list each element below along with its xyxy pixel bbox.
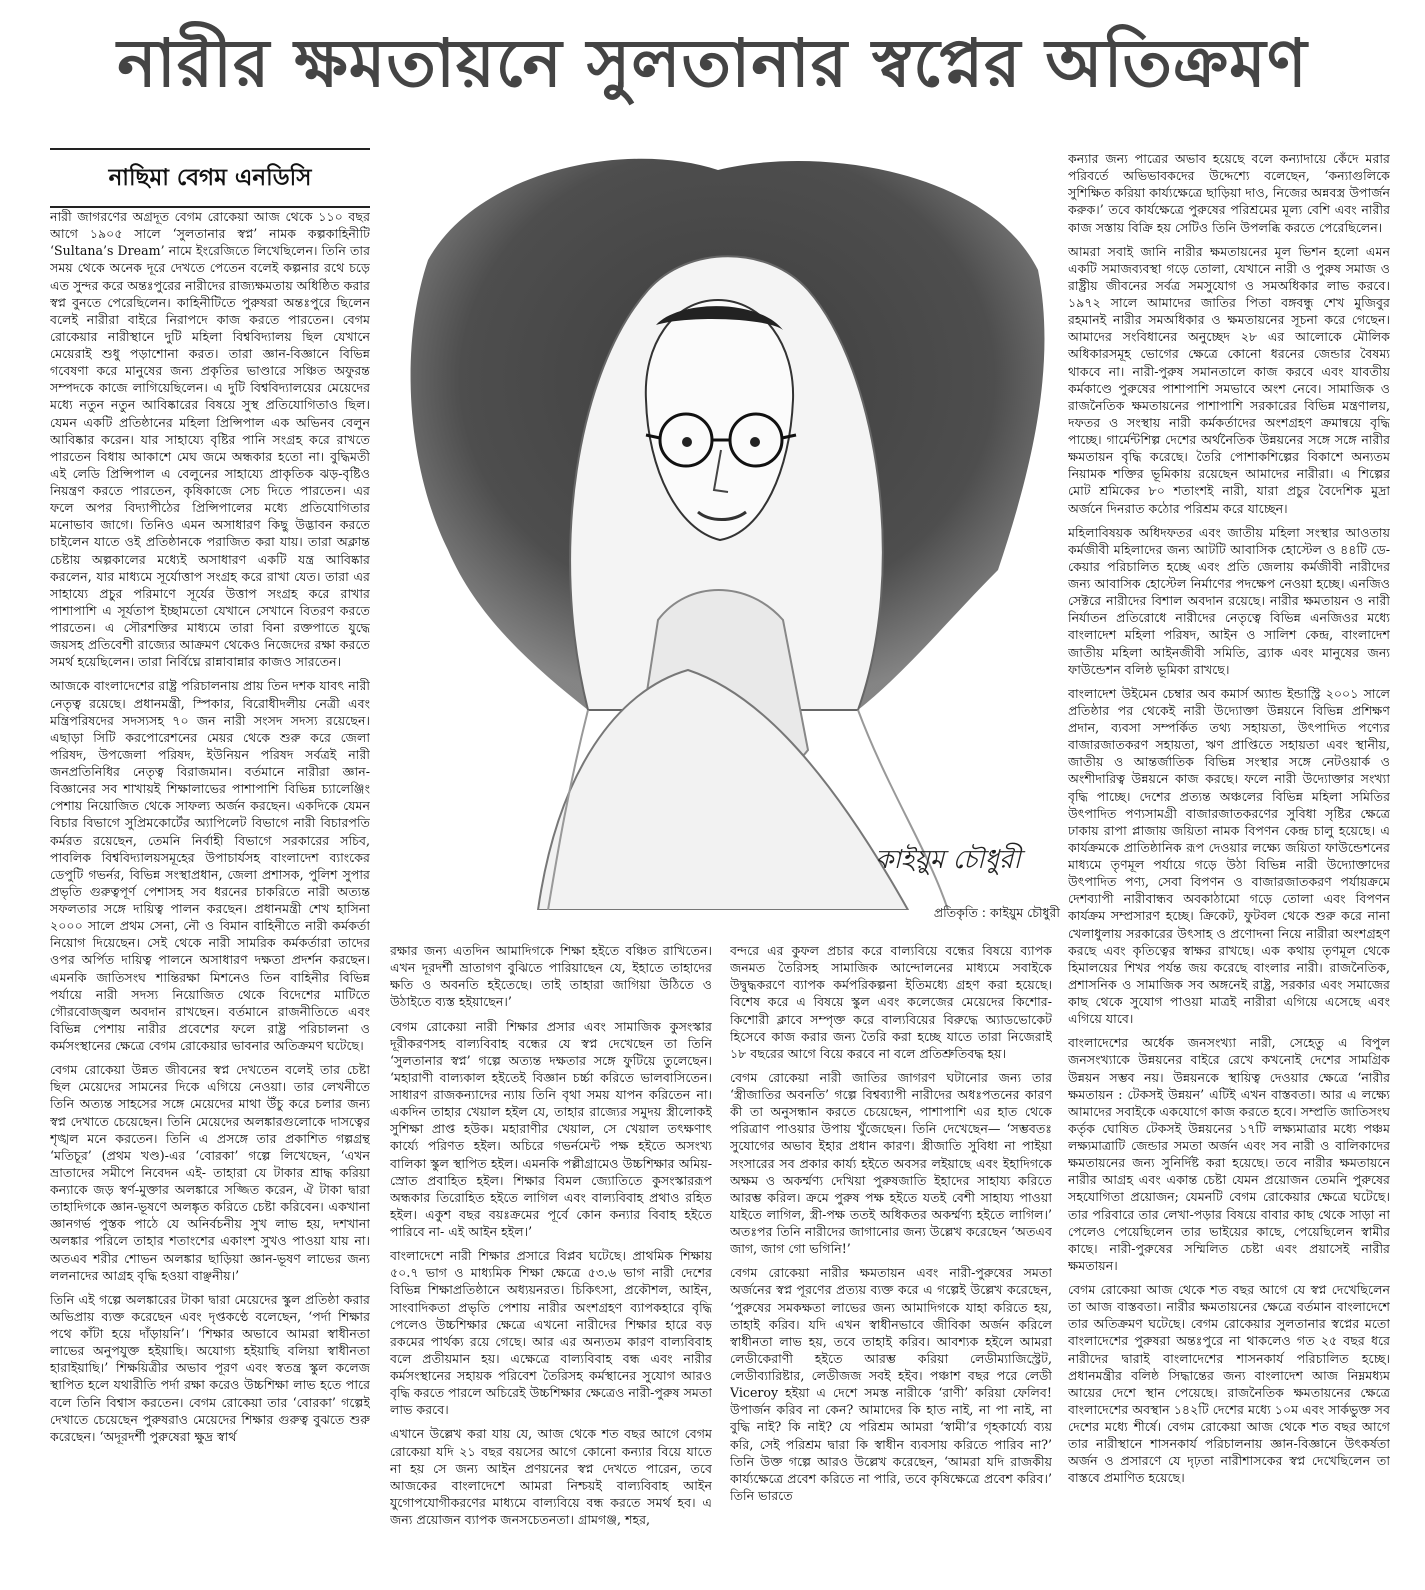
paragraph: বেগম রোকেয়া নারীর ক্ষমতায়ন এবং নারী-পুরুষের সমতা অর্জনের স্বপ্ন পূরণের প্রত্যয় ব্যক্ত করে এ গল্পেই উল্লেখ করেছেন, ‘পুরুষের সমকক্ষতা লাভের জন্য আমাদিগকে যাহা করিতে হয়, তাহাই করিব। যদি এখন স্বাধীনভাবে জীবিকা অর্জন করিলে স্বাধীনতা লাভ হয়, তবে তাহাই করিব। আবশ্যক হইলে আমরা লেডীকেরাণী হইতে আরম্ভ করিয়া লেডীম্যাজিস্ট্রেট, লেডীব্যারিষ্টার, লেডীজজ সবই হইব। পঞ্চাশ বছর পরে লেডী Viceroy হইয়া এ দেশে সমস্ত নারীকে ‘রাণী’ করিয়া ফেলিব! উপার্জন করিব না কেন? আমাদের কি হাত নাই, না পা নাই, না বুদ্ধি নাই? কি নাই? যে পরিশ্রম আমরা ‘স্বামী’র গৃহকার্য্যে ব্যয় করি, সেই পরিশ্রম দ্বারা কি স্বাধীন ব্যবসায় করিতে পারিব না?’ তিনি উক্ত গল্পে আরও উল্লেখ করেছেন, ‘আমরা যদি রাজকীয় কার্য্যক্ষেত্রে প্রবেশ করিতে না পারি, তবে কৃষিক্ষেত্রে প্রবেশ করিব।’ তিনি ভারতে — [730, 1265, 1052, 1503]
paragraph: তিনি এই গল্পে অলঙ্কারের টাকা দ্বারা মেয়েদের স্কুল প্রতিষ্ঠা করার অভিপ্রায় ব্যক্ত করেছেন এবং দৃপ্তকণ্ঠে বলেছেন, ‘পর্দা শিক্ষার পথে কাঁটা হয়ে দাঁড়ায়নি’। ‘শিক্ষার অভাবে আমরা স্বাধীনতা লাভের অনুপযুক্ত হইয়াছি। অযোগ্য হইয়াছি বলিয়া স্বাধীনতা হারাইয়াছি।’ শিক্ষয়িত্রীর অভাব পূরণ এবং স্বতন্ত্র স্কুল কলেজ স্থাপিত হলে যথারীতি পর্দা রক্ষা করেও উচ্চশিক্ষা লাভ হতে পারে বলে তিনি বিশ্বাস করতেন। বেগম রোকেয়া তার ‘বোরকা’ গল্পেই দেখাতে চেয়েছেন পুরুষরাও মেয়েদের শিক্ষার গুরুত্ব বুঝতে শুরু করেছেন। ‘অদূরদর্শী পুরুষেরা ক্ষুদ্র স্বার্থ — [50, 1291, 370, 1444]
column-3 — [730, 942, 1052, 1582]
paragraph: কন্যার জন্য পাত্রের অভাব হয়েছে বলে কন্যাদায়ে কেঁদে মরার পরিবর্তে অভিভাবকদের উদ্দেশ্যে বলেছেন, ‘কন্যাগুলিকে সুশিক্ষিত করিয়া কার্য্যক্ষেত্রে ছাড়িয়া দাও, নিজের অন্নবস্ত্র উপার্জন করুক।’ তবে কার্যক্ষেত্রে পুরুষের পরিশ্রমের মূল্য বেশি এবং নারীর কাজ সস্তায় বিক্রি হয় সেটিও তিনি উপলব্ধি করতে পেরেছিলেন। — [1068, 151, 1390, 235]
paragraph: নারী জাগরণের অগ্রদূত বেগম রোকেয়া আজ থেকে ১১০ বছর আগে ১৯০৫ সালে ‘সুলতানার স্বপ্ন’ নামক কল্পকাহিনীটি ‘Sultana’s Dream’ নামে ইংরেজিতে লিখেছিলেন। তিনি তার সময় থেকে অনেক দূরে দেখতে পেতেন বলেই কল্পনার রথে চড়ে এত সুন্দর করে অন্তঃপুরের নারীদের রাজ্যক্ষমতায় অধিষ্ঠিত করার স্বপ্ন বুনতে পেরেছিলেন। কাহিনীটিতে পুরুষরা অন্তঃপুরে ছিলেন বলেই নারীরা বাইরে নিরাপদে কাজ করতে পারতেন। বেগম রোকেয়ার নারীস্থানে দুটি মহিলা বিশ্ববিদ্যালয় ছিল যেখানে মেয়েরাই শুধু পড়াশোনা করত। তারা জ্ঞান-বিজ্ঞানে বিভিন্ন গবেষণা করে মানুষের জন্য প্রকৃতির ভাণ্ডারে সঞ্চিত অফুরন্ত সম্পদকে কাজে লাগিয়েছিলেন। এ দুটি বিশ্ববিদ্যালয়ের মেয়েদের মধ্যে নতুন নতুন আবিষ্কারের বিষয়ে সুস্থ প্রতিযোগিতাও ছিল। যেমন একটি প্রতিষ্ঠানের মহিলা প্রিন্সিপাল এক অভিনব বেলুন আবিষ্কার করেন। যার সাহায্যে বৃষ্টির পানি সংগ্রহ করে রাখতে পারতেন বিধায় আকাশে মেঘ জমে অন্ধকার হতো না। বুদ্ধিমতী এই লেডি প্রিন্সিপাল এ বেলুনের সাহায্যে প্রাকৃতিক ঝড়-বৃষ্টিও নিয়ন্ত্রণ করতে পারতেন, কৃষিকাজে সেচ দিতে পারতেন। এর ফলে অপর বিদ্যাপীঠের প্রিন্সিপালের মধ্যে প্রতিযোগিতার মনোভাব জাগে। তিনিও এমন অসাধারণ কিছু উদ্ভাবন করতে চাইলেন যাতে ওই প্রতিষ্ঠানকে পরাজিত করা যায়। তারা অক্লান্ত চেষ্টায় অল্পকালের মধ্যেই অসাধারণ একটি যন্ত্র আবিষ্কার করলেন, যার মাধ্যমে সূর্যোত্তাপ সংগ্রহ করে রাখা যেত। তারা এর সাহায্যে প্রচুর পরিমাণে সূর্যের উত্তাপ সংগ্রহ করে রাখার পাশাপাশি এ সূর্যতাপ ইচ্ছামতো যেখানে সেখানে বিতরণ করতে পারতেন। এ সৌরশক্তির মাধ্যমে তারা বিনা রক্তপাতে যুদ্ধে জয়সহ প্রতিবেশী রাজ্যের আক্রমণ থেকেও নিজেদের রক্ষা করতে সমর্থ হয়েছিলেন। তারা নির্বিঘ্নে রান্নাবান্নার কাজও সারতেন। — [50, 209, 370, 670]
paragraph: বেগম রোকেয়া উন্নত জীবনের স্বপ্ন দেখতেন বলেই তার চেষ্টা ছিল মেয়েদের সামনের দিকে এগিয়ে নেওয়া। তার লেখনীতে তিনি অত্যন্ত সাহসের সঙ্গে মেয়েদের মাথা উঁচু করে চলার জন্য স্বপ্ন দেখাতে চেয়েছেন। তিনি মেয়েদের অলঙ্কারগুলোকে দাসত্বের শৃঙ্খল মনে করতেন। তিনি এ প্রসঙ্গে তার প্রকাশিত গল্পগ্রন্থ ‘মতিচূর’ (প্রথম খণ্ড)-এর ‘বোরকা’ গল্পে লিখেছেন, ‘এখন ভ্রাতাদের সমীপে নিবেদন এই- তাহারা যে টাকার শ্রাদ্ধ করিয়া কন্যাকে জড় স্বর্ণ-মুক্তার অলঙ্কারে সজ্জিত করেন, ঐ টাকা দ্বারা তাহাদিগকে জ্ঞান-ভূষণে অলঙ্কৃত করিতে চেষ্টা করিবেন। একখানা জ্ঞানগর্ভ পুস্তক পাঠে যে অনির্বচনীয় সুখ লাভ হয়, দশখানা অলঙ্কার পরিলে তাহার শতাংশের একাংশ সুখও পাওয়া যায় না। অতএব শরীর শোভন অলঙ্কার ছাড়িয়া জ্ঞান-ভূষণ লাভের জন্য ললনাদের আগ্রহ বৃদ্ধি হওয়া বাঞ্ছনীয়।’ — [50, 1062, 370, 1283]
portrait-illustration — [388, 150, 1058, 910]
artist-signature: কাইয়ুম চৌধুরী — [875, 845, 1021, 875]
paragraph: মহিলাবিষয়ক অধিদফতর এবং জাতীয় মহিলা সংস্থার আওতায় কর্মজীবী মহিলাদের জন্য আটটি আবাসিক হোস্টেল ও ৪৪টি ডে-কেয়ার পরিচালিত হচ্ছে এবং প্রতি জেলায় কর্মজীবী নারীদের জন্য আবাসিক হোস্টেল নির্মাণের পদক্ষেপ নেওয়া হচ্ছে। এনজিও সেক্টরে নারীদের বিশাল অবদান রয়েছে। নারীর ক্ষমতায়ন ও নারী নির্যাতন প্রতিরোধে নারীদের নেতৃত্বে বিভিন্ন এনজিওর মধ্যে বাংলাদেশ মহিলা পরিষদ, আইন ও সালিশ কেন্দ্র, বাংলাদেশ জাতীয় মহিলা আইনজীবী সমিতি, ব্র্যাক এবং মানুষের জন্য ফাউন্ডেশন বলিষ্ঠ ভূমিকা রাখছে। — [1068, 524, 1390, 677]
paragraph: রক্ষার জন্য এতদিন আমাদিগকে শিক্ষা হইতে বঞ্চিত রাখিতেন। এখন দূরদর্শী ভ্রাতাগণ বুঝিতে পারিয়াছেন যে, ইহাতে তাহাদের ক্ষতি ও অবনতি হইতেছে। তাই তাহারা জাগিয়া উঠিতে ও উঠাইতে ব্যস্ত হইয়াছেন।’ — [390, 943, 712, 1010]
column-4 — [1068, 150, 1390, 1582]
paragraph: বেগম রোকেয়া নারী জাতির জাগরণ ঘটানোর জন্য তার ‘স্ত্রীজাতির অবনতি’ গল্পে বিশ্বব্যাপী নারীদের অধঃপতনের কারণ কী তা অনুসন্ধান করতে চেয়েছেন, পাশাপাশি এর হাত থেকে পরিত্রাণ পাওয়ার উপায় খুঁজেছেন। তিনি দেখেছেন— ‘সম্ভবতঃ সুযোগের অভাব ইহার প্রধান কারণ। স্ত্রীজাতি সুবিধা না পাইয়া সংসারের সব প্রকার কার্য্য হইতে অবসর লইয়াছে এবং ইহাদিগকে অক্ষম ও অকর্ম্মণ্য দেখিয়া পুরুষজাতি ইহাদের সাহায্য করিতে আরম্ভ করিল। ক্রমে পুরুষ পক্ষ হইতে যতই বেশী সাহায্য পাওয়া যাইতে লাগিল, স্ত্রী-পক্ষ ততই অধিকতর অকর্ম্মণ্য হইতে লাগিল।’ অতঃপর তিনি নারীদের জাগানোর জন্য উল্লেখ করেছেন ‘অতএব জাগ, জাগ গো ভগিনি!’ — [730, 1069, 1052, 1257]
paragraph: বাংলাদেশে নারী শিক্ষার প্রসারে বিপ্লব ঘটেছে। প্রাথমিক শিক্ষায় ৫০.৭ ভাগ ও মাধ্যমিক শিক্ষা ক্ষেত্রে ৫৩.৬ ভাগ নারী দেশের বিভিন্ন শিক্ষাপ্রতিষ্ঠানে অধ্যয়নরত। চিকিৎসা, প্রকৌশল, আইন, সাংবাদিকতা প্রভৃতি পেশায় নারীর অংশগ্রহণ ব্যাপকহারে বৃদ্ধি পেলেও উচ্চশিক্ষার ক্ষেত্রে এখনো নারীদের শিক্ষার হারে বড় রকমের পার্থক্য রয়ে গেছে। আর এর অন্যতম কারণ বাল্যবিবাহ বলে প্রতীয়মান হয়। এক্ষেত্রে বাল্যবিবাহ বন্ধ এবং নারীর কর্মসংস্থানের সহায়ক পরিবেশ তৈরিসহ কর্মস্থানের সুযোগ আরও বৃদ্ধি করতে পারলে অচিরেই উচ্চশিক্ষার ক্ষেত্রেও নারী-পুরুষ সমতা লাভ করবে। — [390, 1248, 712, 1418]
byline: নাছিমা বেগম এনডিসি — [108, 164, 312, 191]
headline: নারীর ক্ষমতায়নে সুলতানার স্বপ্নের অতিক্রমণ — [117, 25, 1308, 102]
paragraph: বাংলাদেশ উইমেন চেম্বার অব কমার্স অ্যান্ড ইন্ডাস্ট্রি ২০০১ সালে প্রতিষ্ঠার পর থেকেই নারী উদ্যোক্তা উন্নয়নে বিভিন্ন প্রশিক্ষণ প্রদান, ব্যবসা সম্পর্কিত তথ্য সহায়তা, উৎপাদিত পণ্যের বাজারজাতকরণ সহায়তা, ঋণ প্রাপ্তিতে সহায়তা এবং স্থানীয়, জাতীয় ও আন্তর্জাতিক বিভিন্ন সংস্থার সঙ্গে নেটওয়ার্ক ও অংশীদারিত্ব উন্নয়নে কাজ করছে। ফলে নারী উদ্যোক্তার সংখ্যা বৃদ্ধি পাচ্ছে। দেশের প্রত্যন্ত অঞ্চলের বিভিন্ন মহিলা সমিতির উৎপাদিত পণ্যসামগ্রী বাজারজাতকরণের সুবিধা সৃষ্টির ক্ষেত্রে ঢাকায় রাপা প্লাজায় জয়িতা নামক বিপণন কেন্দ্র চালু হয়েছে। এ কার্যক্রমকে প্রাতিষ্ঠানিক রূপ দেওয়ার লক্ষ্যে জয়িতা ফাউন্ডেশনের মাধ্যমে তৃণমূল পর্যায়ে গড়ে উঠা বিভিন্ন নারী উদ্যোক্তাদের উৎপাদিত পণ্য, সেবা বিপণন ও বাজারজাতকরণ পর্যায়ক্রমে দেশব্যাপী নারীবান্ধব অবকাঠামো গড়ে তোলা এবং বিপণন কার্যক্রম সম্প্রসারণ হচ্ছে। ক্রিকেট, ফুটবল থেকে শুরু করে নানা খেলাধুলায় সরকারের উৎসাহ ও প্রণোদনা নিয়ে নারীরা অংশগ্রহণ করছে এবং কৃতিত্বের স্বাক্ষর রাখছে। এক কথায় তৃণমূল থেকে হিমালয়ের শিখর পর্যন্ত জয় করেছে বাংলার নারী। রাজনৈতিক, প্রশাসনিক ও সামাজিক সব অঙ্গনেই রাষ্ট্র, সরকার এবং সমাজের কাছ থেকে সুযোগ পাওয়া মাত্রই নারীরা এগিয়ে এসেছে এবং এগিয়ে যাবে। — [1068, 685, 1390, 1027]
paragraph: আজকে বাংলাদেশের রাষ্ট্র পরিচালনায় প্রায় তিন দশক যাবৎ নারী নেতৃত্ব রয়েছে। প্রধানমন্ত্রী, স্পিকার, বিরোধীদলীয় নেত্রী এবং মন্ত্রিপরিষদের সদস্যসহ ৭০ জন নারী সংসদ সদস্য রয়েছেন। এছাড়া সিটি করপোরেশনের মেয়র থেকে শুরু করে জেলা পরিষদ, উপজেলা পরিষদ, ইউনিয়ন পরিষদ সর্বত্রই নারী জনপ্রতিনিধির নেতৃত্ব বিরাজমান। বর্তমানে নারীরা জ্ঞান-বিজ্ঞানের সব শাখায়ই শিক্ষালাভের পাশাপাশি বিভিন্ন চ্যালেঞ্জিং পেশায় নিয়োজিত থেকে সাফল্য অর্জন করছেন। একদিকে যেমন বিচার বিভাগে সুপ্রিমকোর্টের অ্যাপিলেট বিভাগে নারী বিচারপতি কর্মরত রয়েছেন, তেমনি নির্বাহী বিভাগে সরকারের সচিব, পাবলিক বিশ্ববিদ্যালয়সমূহের উপাচার্যসহ বাংলাদেশ ব্যাংকের ডেপুটি গভর্নর, বিভিন্ন সংস্থাপ্রধান, জেলা প্রশাসক, পুলিশ সুপার প্রভৃতি গুরুত্বপূর্ণ পেশাসহ সব ধরনের চাকরিতে নারী অত্যন্ত সফলতার সঙ্গে দায়িত্ব পালন করছেন। প্রধানমন্ত্রী শেখ হাসিনা ২০০০ সালে প্রথম সেনা, নৌ ও বিমান বাহিনীতে নারী কর্মকর্তা নিয়োগ দিয়েছেন। সেই থেকে নারী সামরিক কর্মকর্তারা তাদের ওপর অর্পিত দায়িত্ব পালনে অসাধারণ দক্ষতা প্রদর্শন করছেন। এমনকি জাতিসংঘ শান্তিরক্ষা মিশনেও তিন বাহিনীর বিভিন্ন পর্যায়ে নারী সদস্য নিয়োজিত থেকে বিদেশের মাটিতে গৌরবোজ্জ্বল অবদান রাখছেন। বর্তমানে রাজনীতিতে এবং বিভিন্ন পেশায় নারীর প্রবেশের ফলে রাষ্ট্র পরিচালনা ও কর্মসংস্থানের ক্ষেত্রে বেগম রোকেয়ার ভাবনার অতিক্রমণ ঘটেছে। — [50, 678, 370, 1053]
photo-caption: প্রতিকৃতি : কাইয়ুম চৌধুরী — [933, 905, 1060, 920]
paragraph: বেগম রোকেয়া আজ থেকে শত বছর আগে যে স্বপ্ন দেখেছিলেন তা আজ বাস্তবতা। নারীর ক্ষমতায়নের ক্ষেত্রে বর্তমান বাংলাদেশে তার অতিক্রমণ ঘটেছে। বেগম রোকেয়ার সুলতানার স্বপ্নের মতো বাংলাদেশের পুরুষরা অন্তঃপুরে না থাকলেও গত ২৫ বছর ধরে নারীদের দ্বারাই বাংলাদেশের শাসনকার্য পরিচালিত হচ্ছে। প্রধানমন্ত্রীর বলিষ্ঠ সিদ্ধান্তের জন্য বাংলাদেশ আজ নিম্নমধ্যম আয়ের দেশে স্থান পেয়েছে। রাজনৈতিক ক্ষমতায়নের ক্ষেত্রে বাংলাদেশের অবস্থান ১৪২টি দেশের মধ্যে ১০ম এবং সার্কভুক্ত সব দেশের মধ্যে শীর্ষে। বেগম রোকেয়া আজ থেকে শত বছর আগে তার নারীস্থানে শাসনকার্য পরিচালনায় জ্ঞান-বিজ্ঞানে উৎকর্ষতা অর্জন ও প্রসারণে যে দৃঢ়তা নারীশাসকের স্বপ্ন দেখেছিলেন তা বাস্তবে প্রমাণিত হয়েছে। — [1068, 1282, 1390, 1486]
headline-container — [0, 8, 1425, 128]
column-1 — [50, 208, 370, 1583]
column-2 — [390, 942, 712, 1582]
paragraph: বন্দরে এর কুফল প্রচার করে বাল্যবিয়ে বন্ধের বিষয়ে ব্যাপক জনমত তৈরিসহ সামাজিক আন্দোলনের মাধ্যমে সবাইকে উদ্বুদ্ধকরণে ব্যাপক কর্মপরিকল্পনা ইতিমধ্যে গ্রহণ করা হয়েছে। বিশেষ করে এ বিষয়ে স্কুল এবং কলেজের মেয়েদের কিশোর-কিশোরী ক্লাবে সম্পৃক্ত করে বাল্যবিয়ের বিরুদ্ধে অ্যাডভোকেট হিসেবে কাজ করার জন্য তৈরি করা হচ্ছে যাতে তারা নিজেরাই ১৮ বছরের আগে বিয়ে করবে না বলে প্রতিশ্রুতিবদ্ধ হয়। — [730, 943, 1052, 1061]
paragraph: আমরা সবাই জানি নারীর ক্ষমতায়নের মূল ভিশন হলো এমন একটি সমাজব্যবস্থা গড়ে তোলা, যেখানে নারী ও পুরুষ সমাজ ও রাষ্ট্রীয় জীবনের সর্বত্র সমসুযোগ ও সমঅধিকার লাভ করবে। ১৯৭২ সালে আমাদের জাতির পিতা বঙ্গবন্ধু শেখ মুজিবুর রহমানই নারীর সমঅধিকার ও ক্ষমতায়নের সূচনা করে গেছেন। আমাদের সংবিধানের অনুচ্ছেদ ২৮ এর আলোকে মৌলিক অধিকারসমূহ ভোগের ক্ষেত্রে কোনো ধরনের জেন্ডার বৈষম্য থাকবে না। নারী-পুরুষ সমানতালে কাজ করবে এবং যাবতীয় কর্মকাণ্ডে পুরুষের পাশাপাশি সমভাবে অংশ নেবে। সামাজিক ও রাজনৈতিক ক্ষমতায়নের পাশাপাশি সরকারের বিভিন্ন মন্ত্রণালয়, দফতর ও সংস্থায় নারী কর্মকর্তাদের অংশগ্রহণ ক্রমান্বয়ে বৃদ্ধি পাচ্ছে। গার্মেন্টশিল্প দেশের অর্থনৈতিক উন্নয়নের সঙ্গে সঙ্গে নারীর ক্ষমতায়ন বৃদ্ধি করেছে। তৈরি পোশাকশিল্পের বিকাশে অন্যতম নিয়ামক শক্তির ভূমিকায় রয়েছেন আমাদের নারীরা। এ শিল্পের মোট শ্রমিকের ৮০ শতাংশই নারী, যারা প্রচুর বৈদেশিক মুদ্রা অর্জনে দিনরাত কঠোর পরিশ্রম করে যাচ্ছেন। — [1068, 243, 1390, 516]
paragraph: বাংলাদেশের অর্ধেক জনসংখ্যা নারী, সেহেতু এ বিপুল জনসংখ্যাকে উন্নয়নের বাইরে রেখে কখনোই দেশের সামগ্রিক উন্নয়ন সম্ভব নয়। উন্নয়নকে স্থায়িত্ব দেওয়ার ক্ষেত্রে ‘নারীর ক্ষমতায়ন : টেকসই উন্নয়ন’ এটিই এখন বাস্তবতা। আর এ লক্ষ্যে আমাদের সবাইকে একযোগে কাজ করতে হবে। সম্প্রতি জাতিসংঘ কর্তৃক ঘোষিত টেকসই উন্নয়নের ১৭টি লক্ষ্যমাত্রার মধ্যে পঞ্চম লক্ষ্যমাত্রাটি জেন্ডার সমতা অর্জন এবং সব নারী ও বালিকাদের ক্ষমতায়নের জন্য সুনির্দিষ্ট করা হয়েছে। তবে নারীর ক্ষমতায়নে নারীর আগ্রহ এবং একান্ত চেষ্টা যেমন প্রয়োজন তেমনি পুরুষের সহযোগিতা প্রয়োজন; যেমনটি বেগম রোকেয়ার ক্ষেত্রে ঘটেছে। তার পরিবারে তার লেখা-পড়ার বিষয়ে বাবার কাছ থেকে সাড়া না পেলেও পেয়েছিলেন তার ভাইয়ের কাছে, পেয়েছিলেন স্বামীর কাছে। নারী-পুরুষের সম্মিলিত চেষ্টা এবং প্রয়াসেই নারীর ক্ষমতায়ন। — [1068, 1035, 1390, 1273]
paragraph: বেগম রোকেয়া নারী শিক্ষার প্রসার এবং সামাজিক কুসংস্কার দূরীকরণসহ বাল্যবিবাহ বন্ধের যে স্বপ্ন দেখেছেন তা তিনি ‘সুলতানার স্বপ্ন’ গল্পে অত্যন্ত দক্ষতার সঙ্গে ফুটিয়ে তুলেছেন। ‘মহারাণী বাল্যকাল হইতেই বিজ্ঞান চর্চ্চা করিতে ভালবাসিতেন। সাধারণ রাজকন্যাদের ন্যায় তিনি বৃথা সময় যাপন করিতেন না। একদিন তাহার খেয়াল হইল যে, তাহার রাজ্যের সমুদয় স্ত্রীলোকই সুশিক্ষা প্রাপ্ত হউক। মহারাণীর খেয়াল, সে খেয়াল তৎক্ষণাৎ কার্য্যে পরিণত হইল। অচিরে গভর্নমেন্ট পক্ষ হইতে অসংখ্য বালিকা স্কুল স্থাপিত হইল। এমনকি পল্লীগ্রামেও উচ্চশিক্ষার অমিয়-স্রোত প্রবাহিত হইল। শিক্ষার বিমল জ্যোতিতে কুসংস্কাররূপ অন্ধকার তিরোহিত হইতে লাগিল এবং বাল্যবিবাহ প্রথাও রহিত হইল। একুশ বছর বয়ঃক্রমের পূর্বে কোন কন্যার বিবাহ হইতে পারিবে না- এই আইন হইল।’ — [390, 1018, 712, 1239]
byline-box — [50, 148, 370, 208]
paragraph: এখানে উল্লেখ করা যায় যে, আজ থেকে শত বছর আগে বেগম রোকেয়া যদি ২১ বছর বয়সের আগে কোনো কন্যার বিয়ে যাতে না হয় সে জন্য আইন প্রণয়নের স্বপ্ন দেখতে পারেন, তবে আজকের বাংলাদেশে আমরা নিশ্চয়ই বাল্যবিবাহ আইন যুগোপযোগীকরণের মাধ্যমে বাল্যবিয়ে বন্ধ করতে সমর্থ হব। এ জন্য প্রয়োজন ব্যাপক জনসচেতনতা। গ্রামগঞ্জ, শহর, — [390, 1426, 712, 1527]
